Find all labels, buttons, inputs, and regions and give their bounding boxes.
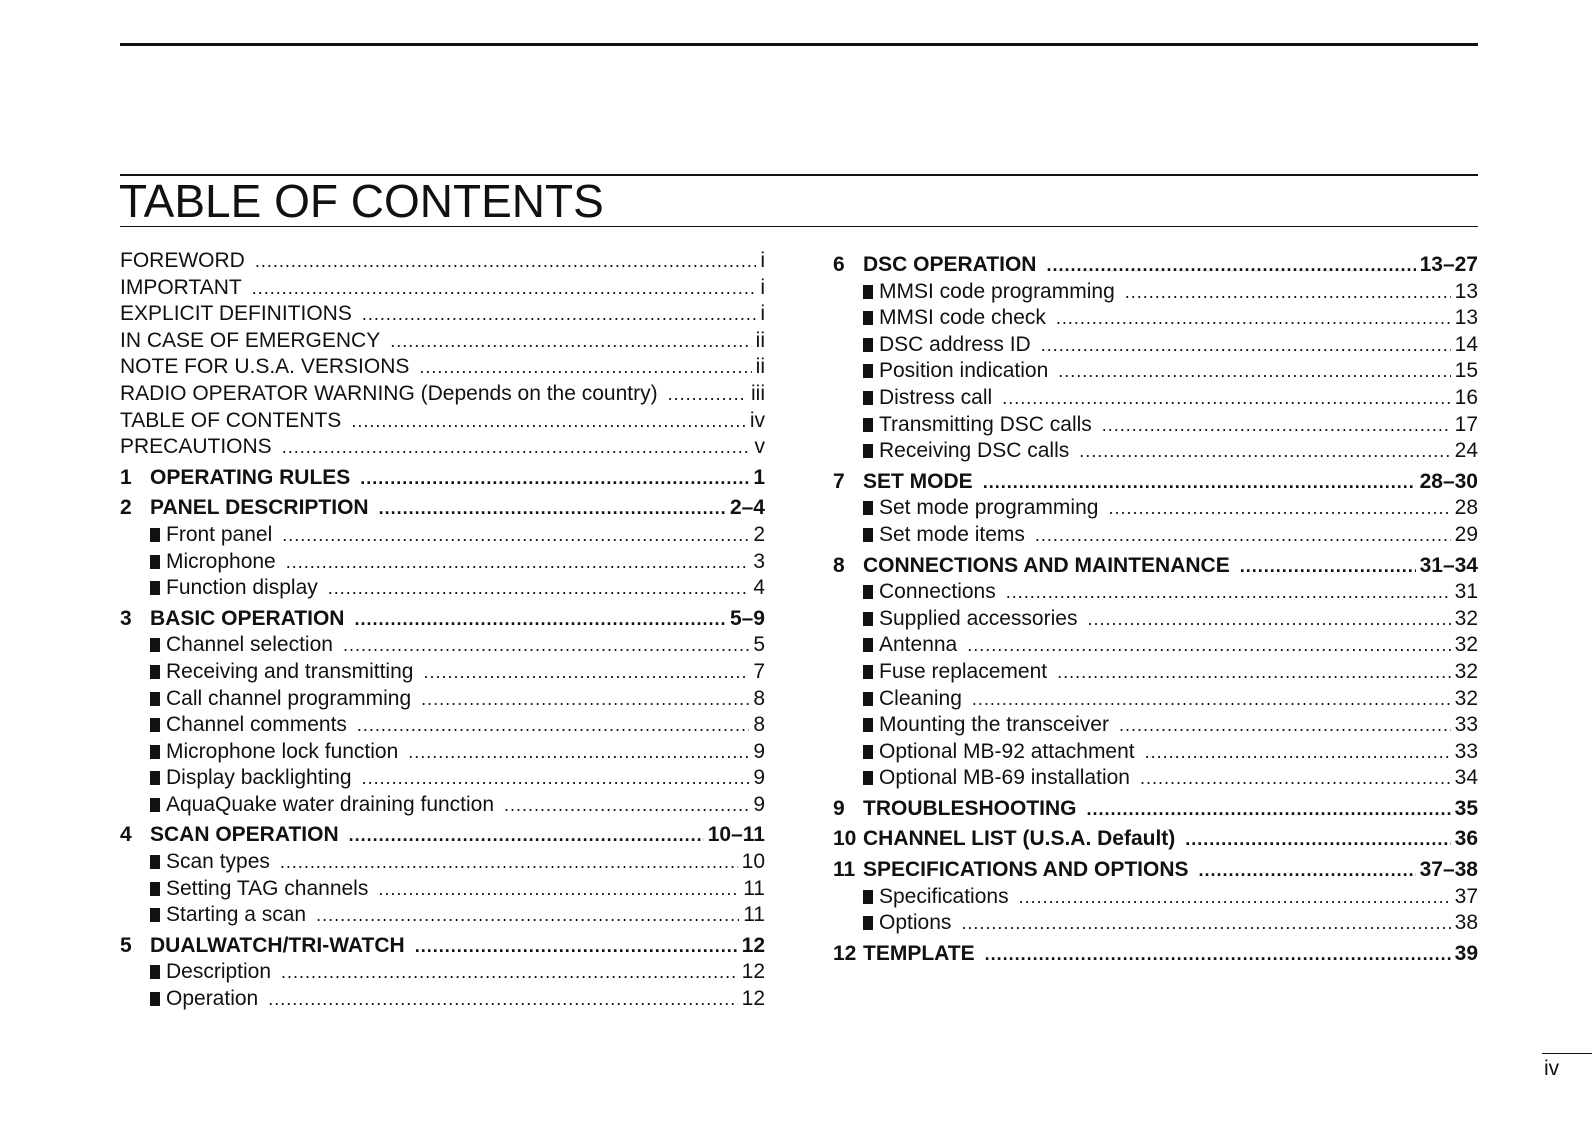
dot-leader	[286, 549, 750, 576]
entry-title: Optional MB-92 attachment	[879, 739, 1135, 763]
square-bullet-icon	[150, 718, 160, 732]
square-bullet-icon	[863, 311, 873, 325]
entry-title: NOTE FOR U.S.A. VERSIONS	[120, 355, 410, 379]
title-rule-bottom	[120, 226, 1478, 227]
entry-title: TROUBLESHOOTING	[863, 796, 1077, 820]
toc-subsection-entry[interactable]	[120, 792, 765, 819]
square-bullet-icon	[863, 585, 873, 599]
square-bullet-icon	[863, 444, 873, 458]
toc-subsection-entry[interactable]	[833, 438, 1478, 465]
square-bullet-icon	[863, 692, 873, 706]
entry-title: Mounting the transceiver	[879, 713, 1109, 737]
toc-chapter-entry[interactable]	[833, 796, 1478, 823]
square-bullet-icon	[150, 965, 160, 979]
entry-title: Operation	[166, 987, 259, 1011]
square-bullet-icon	[150, 798, 160, 812]
toc-subsection-entry[interactable]	[120, 849, 765, 876]
toc-subsection-entry[interactable]	[120, 902, 765, 929]
entry-title: DSC OPERATION	[863, 253, 1037, 276]
entry-title: Scan types	[166, 850, 270, 874]
entry-title: Description	[166, 960, 272, 984]
entry-page: 9	[753, 766, 765, 790]
dot-leader	[349, 822, 704, 849]
entry-page: 32	[1454, 659, 1478, 683]
square-bullet-icon	[863, 364, 873, 378]
entry-title: EXPLICIT DEFINITIONS	[120, 302, 352, 326]
entry-page: 17	[1454, 412, 1478, 436]
entry-title: SCAN OPERATION	[150, 823, 339, 847]
entry-title: MMSI code check	[879, 306, 1046, 330]
dot-leader	[1041, 332, 1451, 359]
toc-subsection-entry[interactable]	[833, 686, 1478, 713]
dot-leader	[1002, 385, 1450, 412]
entry-title: Channel comments	[166, 713, 347, 737]
toc-subsection-entry[interactable]	[120, 765, 765, 792]
chapter-number: 2	[120, 496, 132, 520]
entry-title: Transmitting DSC calls	[879, 412, 1092, 436]
entry-page: 2–4	[729, 496, 765, 520]
square-bullet-icon	[150, 692, 160, 706]
entry-page: 33	[1454, 739, 1478, 763]
entry-title: TABLE OF CONTENTS	[120, 408, 342, 432]
entry-page: 3	[753, 549, 765, 573]
dot-leader	[504, 792, 749, 819]
toc-subsection-entry[interactable]	[833, 279, 1478, 306]
entry-page: 12	[741, 960, 765, 984]
dot-leader	[351, 408, 746, 435]
toc-subsection-entry[interactable]	[833, 884, 1478, 911]
square-bullet-icon	[150, 581, 160, 595]
toc-chapter-entry[interactable]	[833, 857, 1478, 884]
toc-subsection-entry[interactable]	[120, 959, 765, 986]
entry-page: 24	[1454, 439, 1478, 463]
toc-subsection-entry[interactable]	[833, 412, 1478, 439]
toc-subsection-entry[interactable]	[833, 305, 1478, 332]
dot-leader	[985, 941, 1451, 968]
dot-leader	[1057, 659, 1451, 686]
dot-leader	[1185, 826, 1450, 853]
entry-title: Microphone lock function	[166, 739, 399, 763]
dot-leader	[408, 739, 749, 766]
toc-chapter-entry[interactable]	[120, 606, 765, 633]
toc-subsection-entry[interactable]	[833, 632, 1478, 659]
toc-subsection-entry[interactable]	[833, 765, 1478, 792]
dot-leader	[1046, 252, 1415, 279]
toc-front-entry[interactable]	[120, 275, 765, 302]
entry-page: 36	[1454, 827, 1478, 851]
entry-page: 13–27	[1419, 253, 1478, 276]
toc-subsection-entry[interactable]	[833, 910, 1478, 937]
toc-chapter-entry[interactable]	[833, 826, 1478, 853]
dot-leader	[1125, 279, 1451, 306]
square-bullet-icon	[863, 718, 873, 732]
dot-leader	[1035, 522, 1451, 549]
square-bullet-icon	[863, 916, 873, 930]
entry-page: 32	[1454, 633, 1478, 657]
square-bullet-icon	[150, 665, 160, 679]
dot-leader	[354, 606, 725, 633]
entry-title: Front panel	[166, 522, 273, 546]
dot-leader	[423, 659, 749, 686]
toc-subsection-entry[interactable]	[120, 712, 765, 739]
dot-leader	[343, 632, 749, 659]
entry-title: Connections	[879, 580, 996, 604]
toc-chapter-entry[interactable]	[120, 822, 765, 849]
toc-subsection-entry[interactable]	[833, 332, 1478, 359]
toc-chapter-entry[interactable]	[120, 465, 765, 492]
entry-title: Options	[879, 911, 952, 935]
entry-page: 9	[753, 792, 765, 816]
dot-leader	[252, 275, 757, 302]
square-bullet-icon	[863, 418, 873, 432]
toc-chapter-entry[interactable]	[833, 941, 1478, 968]
entry-title: Cleaning	[879, 686, 962, 710]
square-bullet-icon	[863, 501, 873, 515]
entry-page: 38	[1454, 911, 1478, 935]
entry-title: Set mode items	[879, 522, 1025, 546]
entry-page: 34	[1454, 766, 1478, 790]
dot-leader	[961, 910, 1450, 937]
toc-subsection-entry[interactable]	[833, 385, 1478, 412]
entry-title: Supplied accessories	[879, 606, 1078, 630]
entry-title: Display backlighting	[166, 766, 352, 790]
square-bullet-icon	[150, 555, 160, 569]
entry-title: CONNECTIONS AND MAINTENANCE	[863, 553, 1230, 577]
dot-leader	[282, 522, 749, 549]
entry-title: PRECAUTIONS	[120, 435, 272, 459]
dot-leader	[282, 434, 751, 461]
entry-page: i	[760, 249, 765, 272]
square-bullet-icon	[863, 745, 873, 759]
entry-page: 9	[753, 739, 765, 763]
entry-title: SPECIFICATIONS AND OPTIONS	[863, 858, 1189, 882]
entry-title: AquaQuake water draining function	[166, 792, 495, 816]
entry-page: ii	[755, 355, 765, 379]
entry-page: iv	[749, 408, 765, 432]
toc-subsection-entry[interactable]	[120, 522, 765, 549]
dot-leader	[378, 876, 739, 903]
dot-leader	[415, 933, 738, 960]
dot-leader	[1056, 305, 1451, 332]
toc-left-column	[120, 248, 765, 1013]
chapter-number: 8	[833, 553, 845, 577]
entry-page: 10–11	[707, 823, 765, 847]
dot-leader	[268, 986, 737, 1013]
entry-page: 2	[753, 522, 765, 546]
entry-page: ii	[755, 328, 765, 352]
entry-page: 10	[741, 850, 765, 874]
square-bullet-icon	[150, 638, 160, 652]
entry-page: 32	[1454, 686, 1478, 710]
square-bullet-icon	[150, 745, 160, 759]
entry-title: PANEL DESCRIPTION	[150, 496, 369, 520]
toc-subsection-entry[interactable]	[120, 659, 765, 686]
entry-page: 12	[741, 987, 765, 1011]
chapter-number: 7	[833, 469, 845, 493]
dot-leader	[421, 686, 749, 713]
entry-page: 11	[743, 876, 765, 900]
entry-page: 29	[1454, 522, 1478, 546]
entry-title: Set mode programming	[879, 496, 1099, 520]
entry-page: 37–38	[1419, 858, 1478, 882]
entry-page: 32	[1454, 606, 1478, 630]
dot-leader	[316, 902, 739, 929]
entry-page: iii	[751, 381, 765, 405]
page-number: iv	[1544, 1057, 1560, 1080]
dot-leader	[983, 469, 1416, 496]
toc-subsection-entry[interactable]	[120, 986, 765, 1013]
chapter-number: 1	[120, 465, 132, 489]
dot-leader	[328, 575, 750, 602]
entry-title: IMPORTANT	[120, 275, 242, 299]
entry-title: FOREWORD	[120, 249, 245, 272]
entry-page: 35	[1454, 796, 1478, 820]
chapter-number: 11	[833, 858, 856, 882]
square-bullet-icon	[863, 528, 873, 542]
square-bullet-icon	[150, 528, 160, 542]
toc-front-entry[interactable]	[120, 408, 765, 435]
dot-leader	[255, 248, 757, 275]
entry-title: SET MODE	[863, 469, 973, 493]
dot-leader	[280, 849, 738, 876]
toc-subsection-entry[interactable]	[120, 876, 765, 903]
square-bullet-icon	[150, 882, 160, 896]
dot-leader	[1145, 739, 1451, 766]
entry-page: 12	[741, 933, 765, 957]
toc-chapter-entry[interactable]	[833, 553, 1478, 580]
toc-front-entry[interactable]	[120, 381, 765, 408]
dot-leader	[390, 328, 751, 355]
entry-page: 39	[1454, 941, 1478, 965]
top-rule	[120, 43, 1478, 46]
dot-leader	[362, 301, 757, 328]
entry-title: Channel selection	[166, 633, 333, 657]
toc-front-entry[interactable]	[120, 301, 765, 328]
toc-subsection-entry[interactable]	[833, 495, 1478, 522]
dot-leader	[967, 632, 1450, 659]
dot-leader	[357, 712, 749, 739]
dot-leader	[362, 765, 750, 792]
square-bullet-icon	[150, 771, 160, 785]
entry-title: DUALWATCH/TRI-WATCH	[150, 933, 405, 957]
entry-title: Antenna	[879, 633, 958, 657]
chapter-number: 3	[120, 606, 132, 630]
page-number-rule	[1542, 1053, 1592, 1054]
entry-page: 1	[753, 465, 765, 489]
entry-page: 28	[1454, 496, 1478, 520]
entry-title: OPERATING RULES	[150, 465, 351, 489]
entry-page: v	[754, 435, 765, 459]
dot-leader	[1019, 884, 1451, 911]
chapter-number: 4	[120, 823, 132, 847]
entry-title: Setting TAG channels	[166, 876, 369, 900]
toc-subsection-entry[interactable]	[120, 549, 765, 576]
square-bullet-icon	[863, 612, 873, 626]
entry-title: Call channel programming	[166, 686, 412, 710]
toc-subsection-entry[interactable]	[833, 659, 1478, 686]
chapter-number: 12	[833, 941, 857, 965]
entry-page: 5–9	[729, 606, 765, 630]
dot-leader	[1140, 765, 1451, 792]
entry-page: 8	[753, 686, 765, 710]
entry-title: Starting a scan	[166, 903, 307, 927]
toc-subsection-entry[interactable]	[833, 712, 1478, 739]
square-bullet-icon	[150, 855, 160, 869]
chapter-number: 9	[833, 796, 845, 820]
entry-page: 5	[753, 633, 765, 657]
dot-leader	[972, 686, 1451, 713]
toc-subsection-entry[interactable]	[833, 606, 1478, 633]
chapter-number: 6	[833, 253, 845, 276]
entry-page: 31	[1454, 580, 1478, 604]
dot-leader	[379, 495, 726, 522]
toc-chapter-entry[interactable]	[120, 495, 765, 522]
entry-title: DSC address ID	[879, 332, 1031, 356]
square-bullet-icon	[863, 338, 873, 352]
square-bullet-icon	[150, 908, 160, 922]
toc-chapter-entry[interactable]	[833, 469, 1478, 496]
toc-chapter-entry[interactable]	[833, 252, 1478, 279]
entry-title: Receiving and transmitting	[166, 659, 414, 683]
entry-page: i	[760, 302, 765, 326]
dot-leader	[1199, 857, 1416, 884]
toc-subsection-entry[interactable]	[120, 575, 765, 602]
entry-title: RADIO OPERATOR WARNING (Depends on the country)	[120, 381, 658, 405]
toc-front-entry[interactable]	[120, 434, 765, 461]
dot-leader	[281, 959, 738, 986]
toc-subsection-entry[interactable]	[120, 686, 765, 713]
square-bullet-icon	[863, 285, 873, 299]
dot-leader	[1240, 553, 1416, 580]
toc-front-entry[interactable]	[120, 354, 765, 381]
entry-title: CHANNEL LIST (U.S.A. Default)	[863, 827, 1176, 851]
toc-subsection-entry[interactable]	[120, 739, 765, 766]
entry-title: Specifications	[879, 884, 1009, 908]
entry-page: 37	[1454, 884, 1478, 908]
page-title: TABLE OF CONTENTS	[119, 175, 604, 227]
entry-page: 15	[1454, 359, 1478, 383]
entry-title: MMSI code programming	[879, 279, 1115, 303]
dot-leader	[1102, 412, 1451, 439]
entry-page: 16	[1454, 385, 1478, 409]
entry-page: 28–30	[1419, 469, 1478, 493]
entry-title: BASIC OPERATION	[150, 606, 345, 630]
dot-leader	[1006, 579, 1451, 606]
dot-leader	[1119, 712, 1451, 739]
entry-page: 11	[743, 903, 765, 927]
toc-front-entry[interactable]	[120, 328, 765, 355]
toc-subsection-entry[interactable]	[833, 522, 1478, 549]
entry-title: Distress call	[879, 385, 993, 409]
square-bullet-icon	[863, 391, 873, 405]
chapter-number: 10	[833, 827, 857, 851]
square-bullet-icon	[863, 771, 873, 785]
chapter-number: 5	[120, 933, 132, 957]
entry-page: 33	[1454, 713, 1478, 737]
toc-subsection-entry[interactable]	[833, 358, 1478, 385]
entry-page: 13	[1454, 306, 1478, 330]
toc-subsection-entry[interactable]	[120, 632, 765, 659]
dot-leader	[419, 354, 751, 381]
entry-title: TEMPLATE	[863, 941, 975, 965]
square-bullet-icon	[863, 890, 873, 904]
toc-subsection-entry[interactable]	[833, 579, 1478, 606]
dot-leader	[1058, 358, 1450, 385]
entry-page: 8	[753, 713, 765, 737]
dot-leader	[360, 465, 749, 492]
toc-right-column	[833, 248, 1478, 967]
square-bullet-icon	[863, 665, 873, 679]
entry-title: IN CASE OF EMERGENCY	[120, 328, 381, 352]
toc-front-entry[interactable]	[120, 248, 765, 275]
entry-title: Receiving DSC calls	[879, 439, 1070, 463]
entry-title: Function display	[166, 576, 318, 600]
entry-title: Position indication	[879, 359, 1049, 383]
dot-leader	[1079, 438, 1450, 465]
dot-leader	[1087, 796, 1451, 823]
toc-chapter-entry[interactable]	[120, 933, 765, 960]
entry-page: 31–34	[1419, 553, 1478, 577]
dot-leader	[1087, 606, 1450, 633]
entry-page: i	[760, 275, 765, 299]
dot-leader	[1108, 495, 1450, 522]
square-bullet-icon	[150, 992, 160, 1006]
entry-page: 4	[753, 576, 765, 600]
square-bullet-icon	[863, 638, 873, 652]
dot-leader	[668, 381, 747, 408]
toc-subsection-entry[interactable]	[833, 739, 1478, 766]
entry-page: 14	[1454, 332, 1478, 356]
entry-title: Optional MB-69 installation	[879, 766, 1130, 790]
entry-page: 7	[753, 659, 765, 683]
entry-page: 13	[1454, 279, 1478, 303]
entry-title: Microphone	[166, 549, 276, 573]
entry-title: Fuse replacement	[879, 659, 1048, 683]
